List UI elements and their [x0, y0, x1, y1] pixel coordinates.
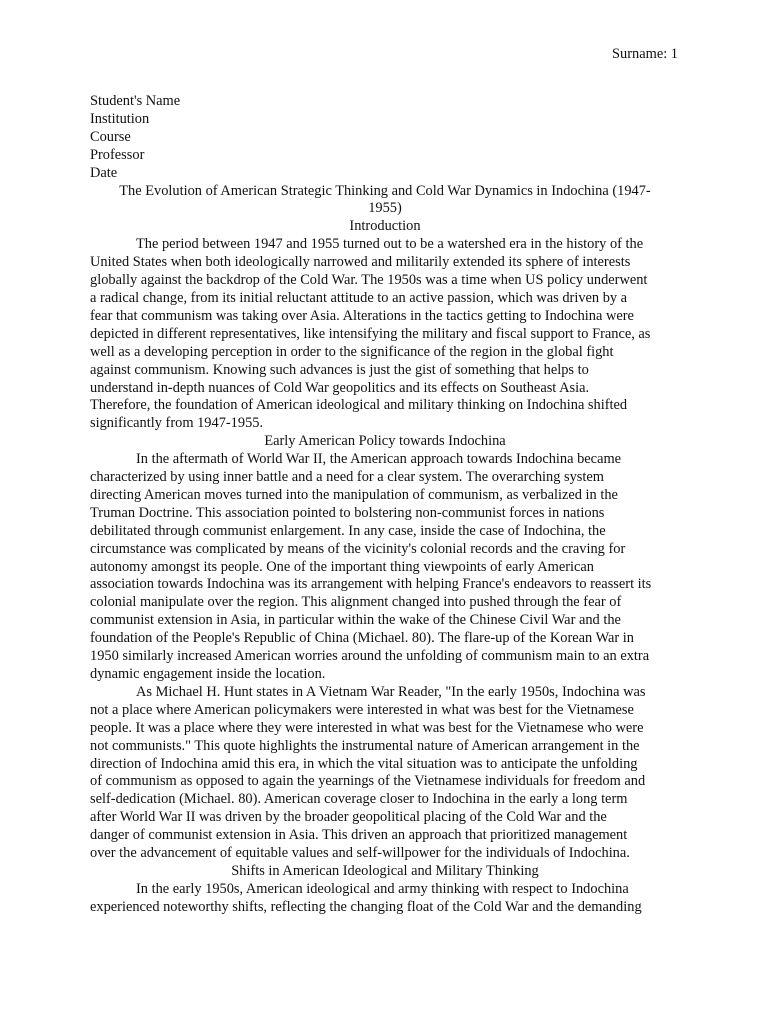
text-line: As Michael H. Hunt states in A Vietnam War Reader, "In the early 1950s, Indochina was	[136, 683, 646, 700]
paper-title	[90, 183, 680, 219]
text-line: 1950 similarly increased American worries around the unfolding of communism main to an extra	[90, 648, 650, 665]
text-line: debilitated through communist enlargement. In any case, inside the case of Indochina, the	[90, 522, 606, 539]
title-line: The Evolution of American Strategic Thinking and Cold War Dynamics in Indochina (1947-	[119, 182, 651, 199]
text-line: danger of communist extension in Asia. This driven an approach that prioritized management	[90, 827, 628, 844]
text-line: Therefore, the foundation of American ideological and military thinking on Indochina shifted	[90, 397, 628, 414]
text-line: In the aftermath of World War II, the American approach towards Indochina became	[136, 451, 622, 468]
text-line: In the early 1950s, American ideological and army thinking with respect to Indochina	[136, 880, 629, 897]
text-line: circumstance was complicated by means of the vicinity's colonial records and the craving for	[90, 540, 626, 557]
section-heading: Introduction	[349, 218, 421, 235]
text-line: not communists." This quote highlights the instrumental nature of American arrangement in the	[90, 737, 640, 754]
paragraph	[90, 451, 680, 684]
section-heading: Shifts in American Ideological and Military Thinking	[231, 862, 539, 879]
text-line: self-dedication (Michael. 80). American coverage closer to Indochina in the early a long term	[90, 791, 628, 808]
text-line: fear that communism was taking over Asia. Alterations in the tactics getting to Indochina were	[90, 307, 634, 324]
text-line: people. It was a place where they were interested in what was best for the Vietnamese who were	[90, 719, 644, 736]
text-line: characterized by using inner battle and a need for a clear system. The overarching system	[90, 469, 604, 486]
front-matter	[90, 93, 680, 183]
text-line: association towards Indochina was its arrangement with helping France's endeavors to reassert its	[90, 576, 652, 593]
text-line: dynamic engagement inside the location.	[90, 666, 326, 682]
text-line: The period between 1947 and 1955 turned out to be a watershed era in the history of the	[136, 236, 644, 253]
text-line: against communism. Knowing such advances is just the gist of something that helps to	[90, 361, 589, 378]
text-line: of communism as opposed to again the yearnings of the Vietnamese individuals for freedom and	[90, 773, 646, 790]
text-line: globally against the backdrop of the Cold War. The 1950s was a time when US policy underwent	[90, 272, 648, 289]
section-heading: Early American Policy towards Indochina	[264, 433, 506, 450]
text-line: United States when both ideologically narrowed and militarily extended its sphere of interests	[90, 254, 631, 271]
title-line: 1955)	[368, 200, 402, 217]
paragraph	[90, 684, 680, 863]
text-line: Truman Doctrine. This association pointed to bolstering non-communist forces in nations	[90, 504, 605, 521]
text-line: communist extension in Asia, in particular within the wake of the Chinese Civil War and the	[90, 612, 621, 629]
text-line: autonomy amongst its people. One of the important thing viewpoints of early American	[90, 558, 594, 575]
professor: Professor	[90, 146, 145, 163]
text-line: foundation of the People's Republic of China (Michael. 80). The flare-up of the Korean War in	[90, 630, 634, 647]
text-line: colonial manipulate over the region. This alignment changed into pushed through the fear of	[90, 594, 622, 611]
text-line: directing American moves turned into the manipulation of communism, as verbalized in the	[90, 486, 618, 503]
course: Course	[90, 128, 131, 145]
text-line: after World War II was driven by the broader geopolitical placing of the Cold War and the	[90, 809, 607, 826]
text-line: depicted in different representatives, like intensifying the military and fiscal support to France, as	[90, 325, 651, 342]
text-line: direction of Indochina amid this era, in which the vital situation was to anticipate the unfolding	[90, 755, 638, 772]
paragraph	[90, 881, 680, 917]
text-line: a radical change, from its initial reluctant attitude to an active passion, which was driven by a	[90, 289, 628, 306]
text-line: over the advancement of equitable values and self-willpower for the individuals of Indochina.	[90, 845, 630, 862]
paragraph	[90, 236, 680, 433]
text-line: not a place where American policymakers were interested in what was best for the Vietnamese	[90, 701, 634, 718]
text-line: significantly from 1947-1955.	[90, 415, 264, 432]
text-line: understand in-depth nuances of Cold War geopolitics and its effects on Southeast Asia.	[90, 379, 590, 396]
sections	[90, 218, 680, 916]
institution: Institution	[90, 110, 150, 127]
text-line: experienced noteworthy shifts, reflecting the changing float of the Cold War and the demanding	[90, 898, 642, 915]
running-head: Surname: 1	[612, 46, 678, 62]
date: Date	[90, 164, 118, 181]
student-name: Student's Name	[90, 93, 181, 109]
text-line: well as a developing perception in order to the significance of the region in the global fight	[90, 343, 614, 360]
document-body	[90, 93, 680, 917]
